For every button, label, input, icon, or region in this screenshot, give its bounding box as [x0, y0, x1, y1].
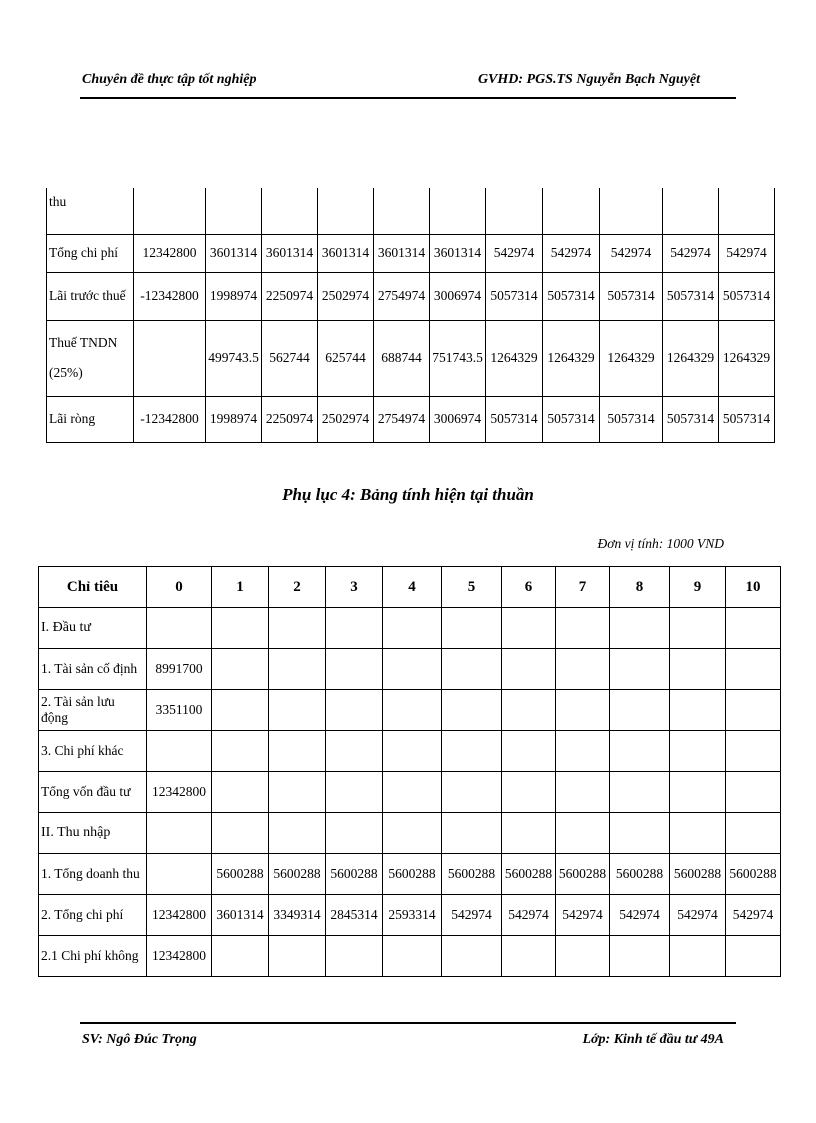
table-cell: 3006974 — [430, 272, 486, 320]
table-cell — [543, 188, 600, 234]
table-cell: 2250974 — [262, 396, 318, 442]
table-cell: 5057314 — [600, 272, 663, 320]
table-cell: 5057314 — [719, 396, 775, 442]
table-cell — [502, 731, 556, 772]
table-cell — [430, 188, 486, 234]
row-label: II. Thu nhập — [39, 813, 147, 854]
table-cell — [726, 690, 781, 731]
row-label: Lãi ròng — [47, 396, 134, 442]
table-cell: 542974 — [610, 895, 670, 936]
column-header: 10 — [726, 567, 781, 608]
table-cell — [610, 813, 670, 854]
table-cell: 542974 — [442, 895, 502, 936]
table-cell: 542974 — [502, 895, 556, 936]
table-row — [39, 772, 781, 813]
table-cell — [726, 813, 781, 854]
row-label: thu — [47, 188, 134, 234]
column-header: 6 — [502, 567, 556, 608]
table-cell: 5057314 — [543, 396, 600, 442]
table-cell — [726, 649, 781, 690]
header-left: Chuyên đề thực tập tốt nghiệp — [82, 72, 257, 87]
table-cell — [610, 690, 670, 731]
table-cell: 1264329 — [486, 320, 543, 396]
table-cell: 1264329 — [600, 320, 663, 396]
table-row — [39, 649, 781, 690]
table-cell: 3351100 — [147, 690, 212, 731]
table-cell — [269, 772, 326, 813]
table-cell — [663, 188, 719, 234]
continuation-table — [46, 188, 775, 443]
table-cell: 1264329 — [543, 320, 600, 396]
column-header: 2 — [269, 567, 326, 608]
table-header-row — [39, 567, 781, 608]
table-cell — [486, 188, 543, 234]
table-cell — [442, 936, 502, 977]
unit-label: Đơn vị tính: 1000 VND — [597, 536, 724, 551]
table-cell — [442, 649, 502, 690]
table-cell — [502, 813, 556, 854]
table-cell: 2845314 — [326, 895, 383, 936]
table-cell — [262, 188, 318, 234]
table-cell — [726, 772, 781, 813]
table-cell — [502, 649, 556, 690]
row-label: 1. Tài sản cố định — [39, 649, 147, 690]
table-cell: 8991700 — [147, 649, 212, 690]
table-cell: 542974 — [670, 895, 726, 936]
table-cell — [383, 731, 442, 772]
table-cell — [212, 608, 269, 649]
table-cell: 3601314 — [206, 234, 262, 272]
table-cell — [556, 649, 610, 690]
table-cell — [502, 772, 556, 813]
table-cell: 5600288 — [670, 854, 726, 895]
table-row — [39, 690, 781, 731]
table-cell — [726, 608, 781, 649]
table-cell: 542974 — [663, 234, 719, 272]
table-cell — [374, 188, 430, 234]
row-label: 3. Chi phí khác — [39, 731, 147, 772]
table-row — [47, 272, 775, 320]
table-cell — [383, 608, 442, 649]
table-cell — [726, 936, 781, 977]
table-cell: 12342800 — [147, 895, 212, 936]
table-cell — [134, 320, 206, 396]
row-label-line: Thuế TNDN — [49, 335, 118, 350]
table-cell: 3006974 — [430, 396, 486, 442]
table-row — [39, 813, 781, 854]
table-cell — [269, 731, 326, 772]
table-cell — [670, 690, 726, 731]
table-cell: 5600288 — [610, 854, 670, 895]
table-cell: 3601314 — [374, 234, 430, 272]
table-cell: 5600288 — [212, 854, 269, 895]
table-cell — [442, 690, 502, 731]
table-cell — [212, 690, 269, 731]
table-cell: 2502974 — [318, 396, 374, 442]
table-cell: 542974 — [543, 234, 600, 272]
table-cell — [383, 690, 442, 731]
table-cell — [147, 731, 212, 772]
table-cell — [206, 188, 262, 234]
table-cell: 499743.5 — [206, 320, 262, 396]
table-cell — [383, 936, 442, 977]
table-cell — [610, 731, 670, 772]
row-label: Lãi trước thuế — [47, 272, 134, 320]
table-cell — [212, 813, 269, 854]
table-cell: -12342800 — [134, 272, 206, 320]
table-cell — [670, 731, 726, 772]
column-header: 0 — [147, 567, 212, 608]
table-cell: 542974 — [726, 895, 781, 936]
table-cell: 2502974 — [318, 272, 374, 320]
row-label: Tổng chi phí — [47, 234, 134, 272]
table-cell: 562744 — [262, 320, 318, 396]
table-cell: 12342800 — [147, 936, 212, 977]
table-cell — [326, 936, 383, 977]
footer-right: Lớp: Kinh tế đầu tư 49A — [582, 1032, 724, 1047]
table-cell: 5600288 — [383, 854, 442, 895]
table-cell — [326, 813, 383, 854]
row-label: 2. Tài sản lưu động — [39, 690, 147, 731]
table-cell — [719, 188, 775, 234]
table-row — [39, 854, 781, 895]
table-cell — [442, 608, 502, 649]
table-cell — [502, 690, 556, 731]
table-row — [47, 396, 775, 442]
table-cell: -12342800 — [134, 396, 206, 442]
row-label: Tổng vốn đầu tư — [39, 772, 147, 813]
table-row — [47, 234, 775, 272]
column-header: 3 — [326, 567, 383, 608]
table-cell: 3601314 — [262, 234, 318, 272]
table-cell — [326, 649, 383, 690]
table-cell: 2754974 — [374, 396, 430, 442]
table-cell: 5057314 — [663, 396, 719, 442]
table-cell — [326, 608, 383, 649]
table-cell: 5057314 — [719, 272, 775, 320]
table-cell — [147, 854, 212, 895]
table-cell — [269, 608, 326, 649]
table-cell: 12342800 — [147, 772, 212, 813]
table-cell — [326, 731, 383, 772]
table-cell: 12342800 — [134, 234, 206, 272]
table-cell — [212, 731, 269, 772]
table-cell — [147, 813, 212, 854]
table-cell — [670, 608, 726, 649]
table-cell — [670, 649, 726, 690]
table-cell — [212, 772, 269, 813]
table-cell: 3601314 — [430, 234, 486, 272]
table-row — [39, 731, 781, 772]
table-cell — [502, 608, 556, 649]
row-label: 2.1 Chi phí không — [39, 936, 147, 977]
table-cell — [556, 608, 610, 649]
column-header: 5 — [442, 567, 502, 608]
table-cell — [556, 813, 610, 854]
header-rule — [80, 97, 736, 99]
column-header: 7 — [556, 567, 610, 608]
table-cell — [269, 936, 326, 977]
table-cell — [442, 731, 502, 772]
appendix-title: Phụ lục 4: Bảng tính hiện tại thuần — [282, 485, 534, 504]
table-cell: 751743.5 — [430, 320, 486, 396]
table-cell — [610, 772, 670, 813]
table-cell: 1264329 — [663, 320, 719, 396]
column-header: 8 — [610, 567, 670, 608]
table-cell: 688744 — [374, 320, 430, 396]
table-cell — [383, 813, 442, 854]
table-cell — [556, 772, 610, 813]
table-cell: 625744 — [318, 320, 374, 396]
table-cell — [670, 772, 726, 813]
table-row — [39, 936, 781, 977]
table-cell: 5057314 — [486, 272, 543, 320]
table-cell: 2754974 — [374, 272, 430, 320]
table-cell: 5057314 — [600, 396, 663, 442]
table-cell — [318, 188, 374, 234]
table-row — [47, 188, 775, 234]
npv-table — [38, 566, 781, 977]
row-label: 2. Tổng chi phí — [39, 895, 147, 936]
table-cell — [502, 936, 556, 977]
table-cell: 3349314 — [269, 895, 326, 936]
table-cell — [326, 772, 383, 813]
table-cell: 5600288 — [726, 854, 781, 895]
table-cell — [726, 731, 781, 772]
table-cell — [383, 649, 442, 690]
table-cell: 1998974 — [206, 396, 262, 442]
table-row — [47, 320, 775, 396]
row-label-line: (25%) — [49, 365, 83, 380]
table-cell: 1998974 — [206, 272, 262, 320]
footer-rule — [80, 1022, 736, 1024]
table-cell — [610, 608, 670, 649]
table-cell — [610, 649, 670, 690]
table-cell — [326, 690, 383, 731]
table-cell — [383, 772, 442, 813]
row-label: I. Đầu tư — [39, 608, 147, 649]
table-cell — [442, 813, 502, 854]
table-cell — [269, 813, 326, 854]
column-header: 1 — [212, 567, 269, 608]
table-row — [39, 608, 781, 649]
table-cell: 3601314 — [212, 895, 269, 936]
table-cell — [556, 731, 610, 772]
table-cell: 542974 — [556, 895, 610, 936]
table-cell — [670, 813, 726, 854]
table-cell: 5057314 — [663, 272, 719, 320]
column-header: 9 — [670, 567, 726, 608]
table-cell: 2250974 — [262, 272, 318, 320]
table-cell — [134, 188, 206, 234]
row-label — [47, 320, 134, 396]
footer-left: SV: Ngô Đúc Trọng — [82, 1032, 197, 1047]
column-header: Chỉ tiêu — [39, 567, 147, 608]
table-cell: 542974 — [719, 234, 775, 272]
table-cell: 3601314 — [318, 234, 374, 272]
table-cell — [269, 690, 326, 731]
table-cell: 5600288 — [269, 854, 326, 895]
table-cell: 1264329 — [719, 320, 775, 396]
table-cell: 2593314 — [383, 895, 442, 936]
table-cell: 5057314 — [543, 272, 600, 320]
header-right: GVHD: PGS.TS Nguyễn Bạch Nguyệt — [477, 72, 700, 87]
column-header: 4 — [383, 567, 442, 608]
table-cell — [212, 649, 269, 690]
table-cell: 5600288 — [442, 854, 502, 895]
table-cell: 542974 — [486, 234, 543, 272]
table-cell: 5057314 — [486, 396, 543, 442]
table-cell — [212, 936, 269, 977]
table-cell — [556, 690, 610, 731]
table-cell — [600, 188, 663, 234]
table-cell: 5600288 — [502, 854, 556, 895]
table-cell: 542974 — [600, 234, 663, 272]
table-row — [39, 895, 781, 936]
table-cell: 5600288 — [326, 854, 383, 895]
table-cell — [147, 608, 212, 649]
table-cell — [556, 936, 610, 977]
table-cell: 5600288 — [556, 854, 610, 895]
table-cell — [269, 649, 326, 690]
table-cell — [670, 936, 726, 977]
table-cell — [442, 772, 502, 813]
table-cell — [610, 936, 670, 977]
row-label: 1. Tổng doanh thu — [39, 854, 147, 895]
